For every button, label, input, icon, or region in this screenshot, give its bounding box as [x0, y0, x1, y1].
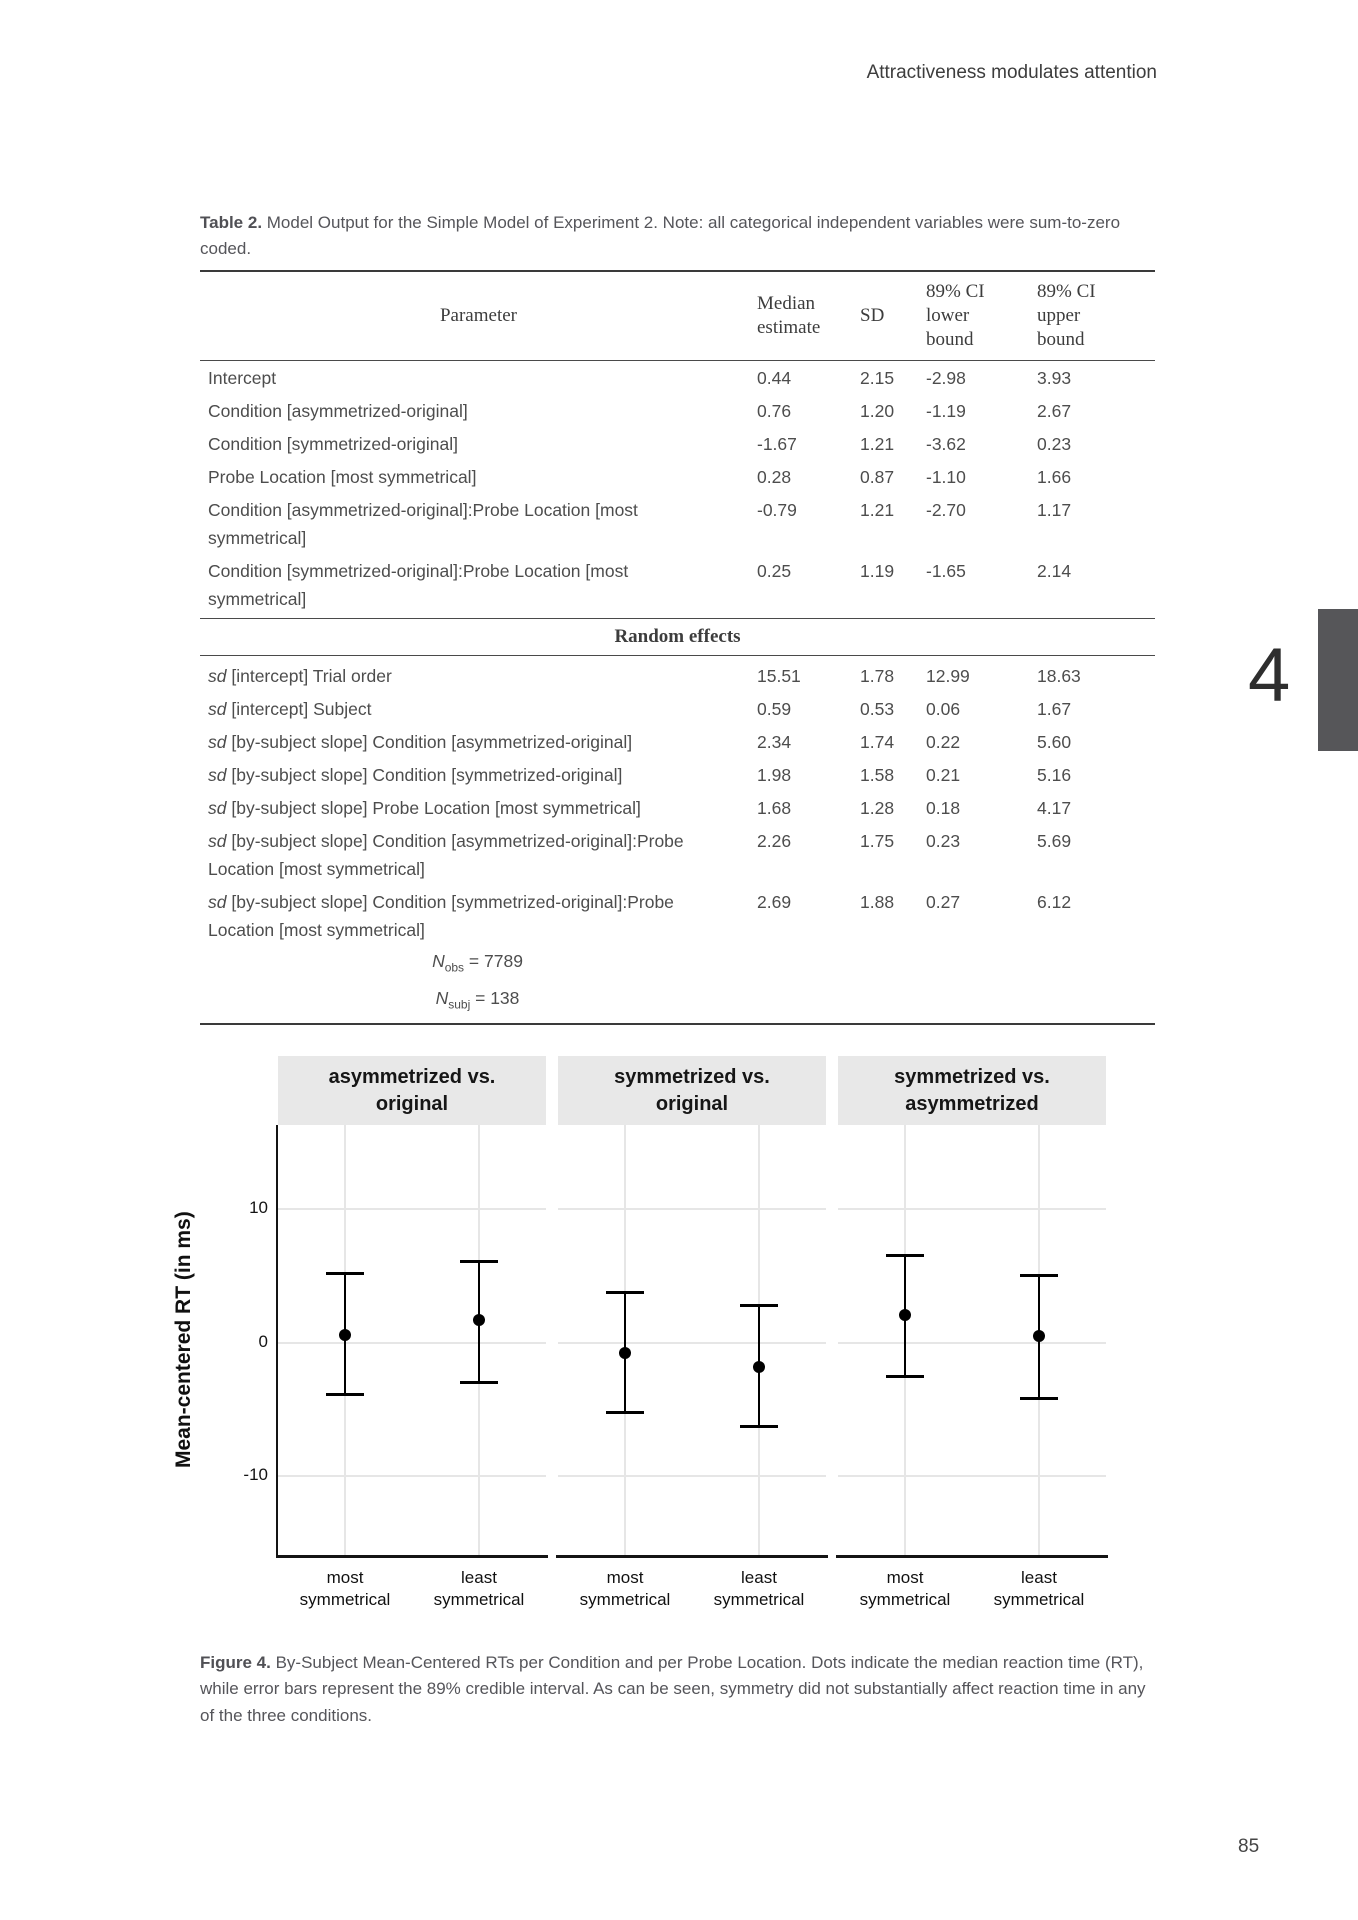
panel-title-line2: original: [655, 1092, 729, 1115]
panel-title: [838, 1056, 1106, 1125]
error-bar-cap-upper: [606, 1291, 644, 1294]
ci-lower-cell: 0.22: [926, 731, 961, 752]
table-row: [200, 460, 1155, 493]
median-estimate-cell: 1.98: [757, 764, 792, 785]
x-category-label: least symmetrical: [433, 1568, 525, 1610]
ci-lower-cell: -2.98: [926, 367, 966, 388]
sd-cell: 1.28: [860, 797, 895, 818]
panel-title-line1: symmetrized vs.: [894, 1066, 1050, 1089]
table-row: [200, 659, 1155, 692]
median-estimate-cell: -0.79: [757, 499, 797, 520]
chapter-tab: [1318, 609, 1358, 751]
ci-lower-cell: 0.27: [926, 891, 961, 912]
ci-upper-cell: 3.93: [1037, 367, 1072, 388]
table-row: [200, 493, 1155, 554]
median-estimate-cell: 0.44: [757, 367, 792, 388]
sd-cell: 1.78: [860, 665, 895, 686]
x-category-label: most symmetrical: [299, 1568, 391, 1610]
n-obs-symbol: N: [432, 951, 445, 971]
col-header-ci-upper: 89% CI upper bound: [1037, 281, 1096, 350]
col-header-ci-lower: 89% CI lower bound: [926, 281, 985, 350]
y-tick-label: 10: [249, 1198, 268, 1218]
x-axis-line: [276, 1555, 548, 1558]
x-category-label: most symmetrical: [859, 1568, 951, 1610]
median-dot: [473, 1314, 485, 1326]
table-row: [200, 824, 1155, 885]
chapter-number: 4: [1248, 633, 1289, 718]
n-subj-value: = 138: [470, 987, 520, 1008]
ci-upper-cell: 5.16: [1037, 764, 1072, 785]
model-output-table: [200, 270, 1155, 1025]
table-row: [200, 692, 1155, 725]
parameter-cell: Condition [asymmetrized-original]:Probe Location [most symmetrical]: [208, 499, 638, 548]
error-bar-cap-lower: [460, 1381, 498, 1384]
ci-lower-cell: 0.21: [926, 764, 961, 785]
x-category-label: least symmetrical: [993, 1568, 1085, 1610]
gridline-horizontal: [558, 1342, 826, 1344]
table-row: [200, 554, 1155, 615]
parameter-cell: sd [by-subject slope] Condition [symmetrized-original]:Probe Location [most symmetrical]: [208, 891, 674, 940]
ci-lower-cell: 0.23: [926, 830, 961, 851]
parameter-cell: Condition [symmetrized-original]: [208, 433, 458, 454]
n-obs-line: [200, 946, 755, 983]
x-category-label: least symmetrical: [713, 1568, 805, 1610]
median-estimate-cell: 1.68: [757, 797, 792, 818]
random-effects-rows: [200, 656, 1155, 946]
sd-cell: 1.88: [860, 891, 895, 912]
ci-upper-cell: 1.17: [1037, 499, 1072, 520]
sd-cell: 1.21: [860, 433, 895, 454]
n-subj-subscript: subj: [448, 997, 471, 1011]
error-bar-cap-lower: [740, 1425, 778, 1428]
median-estimate-cell: 0.28: [757, 466, 792, 487]
sd-symbol: sd: [208, 698, 232, 719]
ci-upper-cell: 5.69: [1037, 830, 1072, 851]
error-bar-cap-lower: [1020, 1397, 1058, 1400]
table-row: [200, 758, 1155, 791]
x-axis-line: [836, 1555, 1108, 1558]
median-dot: [899, 1309, 911, 1321]
table-row: [200, 791, 1155, 824]
table-row: [200, 885, 1155, 946]
n-obs-value: = 7789: [464, 951, 523, 971]
ci-upper-cell: 2.14: [1037, 560, 1072, 581]
median-dot: [753, 1361, 765, 1373]
ci-lower-cell: -1.19: [926, 400, 966, 421]
sd-cell: 2.15: [860, 367, 895, 388]
error-bar-cap-upper: [1020, 1274, 1058, 1277]
ci-lower-cell: -3.62: [926, 433, 966, 454]
running-head: Attractiveness modulates attention: [866, 62, 1157, 83]
figure-caption-text: By-Subject Mean-Centered RTs per Condition and per Probe Location. Dots indicate the median reaction time (RT), while error bars represent the 89% credible interval. As can be seen, symmetry did not substantially affect reaction time in any of the three conditions.: [200, 1653, 1146, 1725]
figure-caption-label: Figure 4.: [200, 1653, 271, 1672]
ci-upper-cell: 0.23: [1037, 433, 1072, 454]
n-subj-symbol: N: [435, 987, 449, 1008]
error-bar-cap-lower: [326, 1393, 364, 1396]
median-estimate-cell: 15.51: [757, 665, 801, 686]
sd-symbol: sd: [208, 665, 232, 686]
parameter-cell: sd [intercept] Trial order: [208, 665, 392, 686]
ci-upper-cell: 1.67: [1037, 698, 1072, 719]
median-estimate-cell: 2.69: [757, 891, 792, 912]
median-estimate-cell: 0.25: [757, 560, 792, 581]
random-effects-section-header: Random effects: [200, 618, 1155, 656]
sd-symbol: sd: [208, 830, 232, 851]
ci-lower-cell: 0.18: [926, 797, 961, 818]
gridline-horizontal: [838, 1342, 1106, 1344]
sd-cell: 0.53: [860, 698, 895, 719]
ci-upper-cell: 2.67: [1037, 400, 1072, 421]
ci-upper-cell: 5.60: [1037, 731, 1072, 752]
panel-title-line1: symmetrized vs.: [614, 1066, 770, 1089]
sd-cell: 1.19: [860, 560, 895, 581]
ci-lower-cell: 0.06: [926, 698, 961, 719]
gridline-horizontal: [838, 1208, 1106, 1210]
median-dot: [339, 1329, 351, 1341]
median-dot: [619, 1347, 631, 1359]
sd-symbol: sd: [208, 731, 232, 752]
y-tick-label: 0: [258, 1331, 268, 1351]
table-caption: [200, 210, 1155, 263]
parameter-cell: sd [by-subject slope] Condition [asymmetrized-original]:Probe Location [most symmetrical]: [208, 830, 684, 879]
col-header-parameter: Parameter: [439, 305, 517, 326]
parameter-cell: Intercept: [208, 367, 277, 388]
figure-caption: [200, 1650, 1155, 1729]
x-category-label: most symmetrical: [579, 1568, 671, 1610]
error-bar-cap-lower: [886, 1375, 924, 1378]
ci-lower-cell: -2.70: [926, 499, 966, 520]
sd-symbol: sd: [208, 797, 232, 818]
table-row: [200, 725, 1155, 758]
median-estimate-cell: 2.34: [757, 731, 792, 752]
gridline-horizontal: [838, 1475, 1106, 1477]
panel-title-line1: asymmetrized vs.: [328, 1066, 496, 1089]
y-axis-label: Mean-centered RT (in ms): [172, 1211, 195, 1469]
table-caption-text: Model Output for the Simple Model of Experiment 2. Note: all categorical independent variables were sum-to-zero coded.: [200, 213, 1121, 259]
median-estimate-cell: 0.76: [757, 400, 792, 421]
panel-title-line2: asymmetrized: [905, 1092, 1039, 1115]
table-row: [200, 427, 1155, 460]
gridline-horizontal: [558, 1208, 826, 1210]
table-caption-label: Table 2.: [200, 213, 263, 232]
col-header-median-estimate: Median estimate: [757, 293, 821, 338]
table-bottom-rule: [200, 1023, 1155, 1025]
sd-cell: 1.20: [860, 400, 895, 421]
x-axis-line: [556, 1555, 828, 1558]
error-bar-cap-lower: [606, 1411, 644, 1414]
ci-lower-cell: -1.10: [926, 466, 966, 487]
y-tick-label: -10: [243, 1465, 268, 1485]
table-row: [200, 361, 1155, 394]
panel-title-line2: original: [375, 1092, 449, 1115]
parameter-cell: Probe Location [most symmetrical]: [208, 466, 477, 487]
parameter-cell: Condition [asymmetrized-original]: [208, 400, 468, 421]
sd-cell: 1.75: [860, 830, 895, 851]
ci-upper-cell: 4.17: [1037, 797, 1072, 818]
median-estimate-cell: 0.59: [757, 698, 792, 719]
error-bar-cap-upper: [886, 1254, 924, 1257]
sd-cell: 0.87: [860, 466, 895, 487]
panel-title: [558, 1056, 826, 1125]
error-bar-cap-upper: [326, 1272, 364, 1275]
parameter-cell: sd [by-subject slope] Probe Location [most symmetrical]: [208, 797, 641, 818]
sd-symbol: sd: [208, 891, 232, 912]
sd-cell: 1.21: [860, 499, 895, 520]
figure-4-plot: [0, 1050, 1358, 1650]
ci-lower-cell: -1.65: [926, 560, 966, 581]
ci-upper-cell: 1.66: [1037, 466, 1072, 487]
parameter-cell: Condition [symmetrized-original]:Probe Location [most symmetrical]: [208, 560, 629, 609]
median-estimate-cell: -1.67: [757, 433, 797, 454]
sd-cell: 1.58: [860, 764, 895, 785]
parameter-cell: sd [intercept] Subject: [208, 698, 372, 719]
page-number: 85: [1238, 1836, 1260, 1857]
gridline-horizontal: [278, 1342, 546, 1344]
sd-symbol: sd: [208, 764, 232, 785]
median-estimate-cell: 2.26: [757, 830, 792, 851]
parameter-cell: sd [by-subject slope] Condition [symmetrized-original]: [208, 764, 623, 785]
ci-upper-cell: 18.63: [1037, 665, 1081, 686]
panel-title: [278, 1056, 546, 1125]
table-row: [200, 394, 1155, 427]
fixed-effects-rows: [200, 361, 1155, 615]
n-subj-line: [200, 983, 755, 1020]
gridline-horizontal: [558, 1475, 826, 1477]
gridline-horizontal: [278, 1208, 546, 1210]
parameter-cell: sd [by-subject slope] Condition [asymmetrized-original]: [208, 731, 633, 752]
error-bar-cap-upper: [460, 1260, 498, 1263]
error-bar-cap-upper: [740, 1304, 778, 1307]
median-dot: [1033, 1330, 1045, 1342]
col-header-sd: SD: [860, 305, 885, 326]
ci-upper-cell: 6.12: [1037, 891, 1072, 912]
table-header-row: [200, 270, 1155, 361]
n-obs-subscript: obs: [444, 960, 465, 975]
gridline-horizontal: [278, 1475, 546, 1477]
ci-lower-cell: 12.99: [926, 665, 970, 686]
sd-cell: 1.74: [860, 731, 895, 752]
